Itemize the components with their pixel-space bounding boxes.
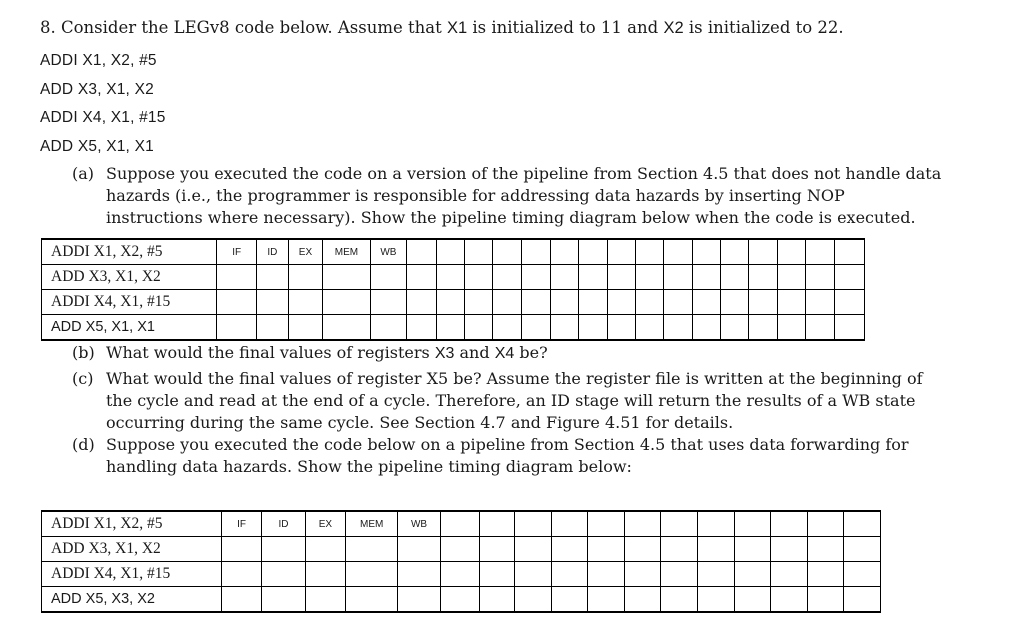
table-cell (257, 265, 288, 290)
part-b-pre: What would the final values of registers (106, 343, 430, 362)
table-cell (397, 587, 440, 613)
table1-stage-ex: EX (288, 239, 323, 265)
table-cell (664, 239, 692, 265)
table-cell (217, 315, 257, 341)
table-cell (262, 587, 305, 613)
table-cell (636, 290, 664, 315)
table-cell (734, 587, 771, 613)
table-cell (607, 265, 635, 290)
table2-stage-wb: WB (397, 511, 440, 537)
table-cell (844, 511, 881, 537)
table1-row1-instr: ADDI X1, X2, #5 (42, 239, 217, 265)
table-cell (521, 315, 550, 341)
table-cell (698, 537, 735, 562)
table-cell (397, 537, 440, 562)
table-cell (521, 239, 550, 265)
table-cell (262, 562, 305, 587)
table-cell (441, 537, 480, 562)
table-cell (407, 315, 436, 341)
table-cell (579, 265, 607, 290)
table-cell (844, 537, 881, 562)
table-cell (835, 315, 865, 341)
table-cell (479, 511, 514, 537)
table-cell (636, 315, 664, 341)
table-cell (464, 239, 492, 265)
table1-row3-instr: ADDI X4, X1, #15 (42, 290, 217, 315)
part-b (72, 342, 972, 364)
table-cell (624, 562, 661, 587)
table-cell (217, 265, 257, 290)
question-intro: Consider the LEGv8 code below. Assume that (61, 18, 442, 37)
table-cell (436, 315, 464, 341)
part-b-post: be? (519, 343, 548, 362)
table-cell (323, 265, 370, 290)
table-cell (479, 562, 514, 587)
table-cell (515, 537, 552, 562)
table-cell (579, 290, 607, 315)
table-cell (370, 315, 407, 341)
table-cell (721, 290, 749, 315)
table-cell (771, 587, 808, 613)
table-cell (692, 290, 720, 315)
table-cell (664, 265, 692, 290)
table-cell (588, 587, 625, 613)
table-cell (807, 511, 844, 537)
pipeline-table-2 (41, 510, 881, 613)
table-cell (661, 511, 698, 537)
table-cell (551, 315, 579, 341)
table-cell (807, 537, 844, 562)
table-cell (551, 537, 588, 562)
table-cell (464, 290, 492, 315)
table-cell (551, 239, 579, 265)
table2-stage-id: ID (262, 511, 305, 537)
table-cell (397, 562, 440, 587)
table-cell (771, 511, 808, 537)
table-cell (305, 587, 346, 613)
table-cell (721, 265, 749, 290)
table-cell (288, 265, 323, 290)
table-cell (493, 239, 521, 265)
table-cell (835, 290, 865, 315)
table-cell (370, 265, 407, 290)
table-cell (551, 265, 579, 290)
table-cell (805, 315, 834, 341)
table-cell (807, 562, 844, 587)
table-cell (607, 239, 635, 265)
table-cell (749, 265, 777, 290)
table-cell (436, 290, 464, 315)
table-cell (579, 315, 607, 341)
table-cell (777, 290, 805, 315)
table-cell (479, 537, 514, 562)
code-line-3: ADDI X4, X1, #15 (40, 109, 166, 126)
question-title (40, 18, 844, 38)
table-cell (805, 239, 834, 265)
part-b-label: (b) (72, 343, 95, 362)
table-cell (661, 587, 698, 613)
table-cell (805, 265, 834, 290)
table-cell (692, 265, 720, 290)
part-b-and: and (459, 343, 490, 362)
table-cell (407, 290, 436, 315)
table-cell (436, 239, 464, 265)
table-cell (493, 290, 521, 315)
table-cell (661, 562, 698, 587)
table-cell (370, 290, 407, 315)
table-cell (464, 265, 492, 290)
table-cell (305, 562, 346, 587)
table1-stage-id: ID (257, 239, 288, 265)
table-cell (624, 511, 661, 537)
table-cell (661, 537, 698, 562)
table-cell (698, 587, 735, 613)
table-cell (515, 562, 552, 587)
part-d-label: (d) (72, 435, 95, 454)
part-c (72, 368, 972, 438)
table-cell (664, 290, 692, 315)
part-a (72, 163, 972, 233)
table-cell (346, 587, 398, 613)
table-cell (479, 587, 514, 613)
table2-row4-instr: ADD X5, X3, X2 (42, 587, 222, 613)
table-cell (515, 587, 552, 613)
table-cell (636, 239, 664, 265)
table1-row2-instr: ADD X3, X1, X2 (42, 265, 217, 290)
table-cell (407, 265, 436, 290)
table-cell (551, 290, 579, 315)
table-cell (346, 537, 398, 562)
table-cell (262, 537, 305, 562)
part-d (72, 434, 972, 480)
register-x4: X4 (494, 345, 515, 362)
table-cell (551, 562, 588, 587)
table-cell (493, 315, 521, 341)
table-cell (749, 239, 777, 265)
table-cell (771, 537, 808, 562)
table-cell (777, 315, 805, 341)
table-cell (771, 562, 808, 587)
part-c-text: What would the final values of register X5 be? Assume the register file is written at the beginning of the cycle and read at the end of a cycle. Therefore, an ID stage will return the results of a WB state occurring during the same cycle. See Section 4.7 and Figure 4.51 for details. (106, 369, 923, 432)
table-cell (734, 537, 771, 562)
register-x3: X3 (434, 345, 455, 362)
table-cell (323, 290, 370, 315)
table-cell (588, 511, 625, 537)
table-cell (749, 315, 777, 341)
table-cell (288, 315, 323, 341)
table-cell (257, 315, 288, 341)
table-cell (636, 265, 664, 290)
code-line-1: ADDI X1, X2, #5 (40, 52, 157, 69)
table-cell (464, 315, 492, 341)
table-cell (441, 562, 480, 587)
table-cell (734, 511, 771, 537)
table-cell (305, 537, 346, 562)
table-cell (624, 587, 661, 613)
table-cell (698, 511, 735, 537)
code-line-4: ADD X5, X1, X1 (40, 138, 154, 155)
table-cell (441, 511, 480, 537)
table2-row1-instr: ADDI X1, X2, #5 (42, 511, 222, 537)
table1-stage-wb: WB (370, 239, 407, 265)
table2-row2-instr: ADD X3, X1, X2 (42, 537, 222, 562)
register-x1: X1 (446, 19, 468, 37)
table-cell (734, 562, 771, 587)
table-cell (721, 315, 749, 341)
table2-row3-instr: ADDI X4, X1, #15 (42, 562, 222, 587)
table-cell (221, 562, 262, 587)
table-cell (221, 587, 262, 613)
table-cell (515, 511, 552, 537)
table-cell (607, 315, 635, 341)
part-a-label: (a) (72, 164, 95, 183)
table-cell (346, 562, 398, 587)
table-cell (493, 265, 521, 290)
table-cell (807, 587, 844, 613)
table-cell (805, 290, 834, 315)
table-cell (835, 239, 865, 265)
part-c-label: (c) (72, 369, 94, 388)
table-cell (323, 315, 370, 341)
table-cell (441, 587, 480, 613)
table1-stage-mem: MEM (323, 239, 370, 265)
table-cell (521, 265, 550, 290)
table-cell (521, 290, 550, 315)
table-cell (624, 537, 661, 562)
table-cell (588, 537, 625, 562)
table-cell (698, 562, 735, 587)
table-cell (749, 290, 777, 315)
table2-stage-if: IF (221, 511, 262, 537)
pipeline-table-1 (41, 238, 865, 341)
table1-stage-if: IF (217, 239, 257, 265)
table-cell (844, 587, 881, 613)
table-cell (721, 239, 749, 265)
table-cell (588, 562, 625, 587)
table-cell (257, 290, 288, 315)
table-cell (551, 511, 588, 537)
table1-row4-instr: ADD X5, X1, X1 (42, 315, 217, 341)
question-mid2: is initialized to 22. (688, 18, 844, 37)
table-cell (777, 265, 805, 290)
question-number: 8. (40, 18, 56, 37)
table-cell (551, 587, 588, 613)
table2-stage-ex: EX (305, 511, 346, 537)
part-a-text: Suppose you executed the code on a version of the pipeline from Section 4.5 that does not handle data hazards (i.e., the programmer is responsible for addressing data hazards by inserting NOP instructions where necessary). Show the pipeline timing diagram below when the code is executed. (106, 164, 942, 227)
table-cell (844, 562, 881, 587)
table-cell (664, 315, 692, 341)
table-cell (579, 239, 607, 265)
table2-stage-mem: MEM (346, 511, 398, 537)
table-cell (607, 290, 635, 315)
table-cell (835, 265, 865, 290)
table-cell (777, 239, 805, 265)
table-cell (217, 290, 257, 315)
table-cell (407, 239, 436, 265)
table-cell (221, 537, 262, 562)
part-d-text: Suppose you executed the code below on a pipeline from Section 4.5 that uses data forwarding for handling data hazards. Show the pipeline timing diagram below: (106, 435, 909, 476)
register-x2: X2 (663, 19, 684, 37)
code-line-2: ADD X3, X1, X2 (40, 81, 154, 98)
table-cell (288, 290, 323, 315)
table-cell (436, 265, 464, 290)
question-mid1: is initialized to 11 and (472, 18, 659, 37)
table-cell (692, 315, 720, 341)
table-cell (692, 239, 720, 265)
